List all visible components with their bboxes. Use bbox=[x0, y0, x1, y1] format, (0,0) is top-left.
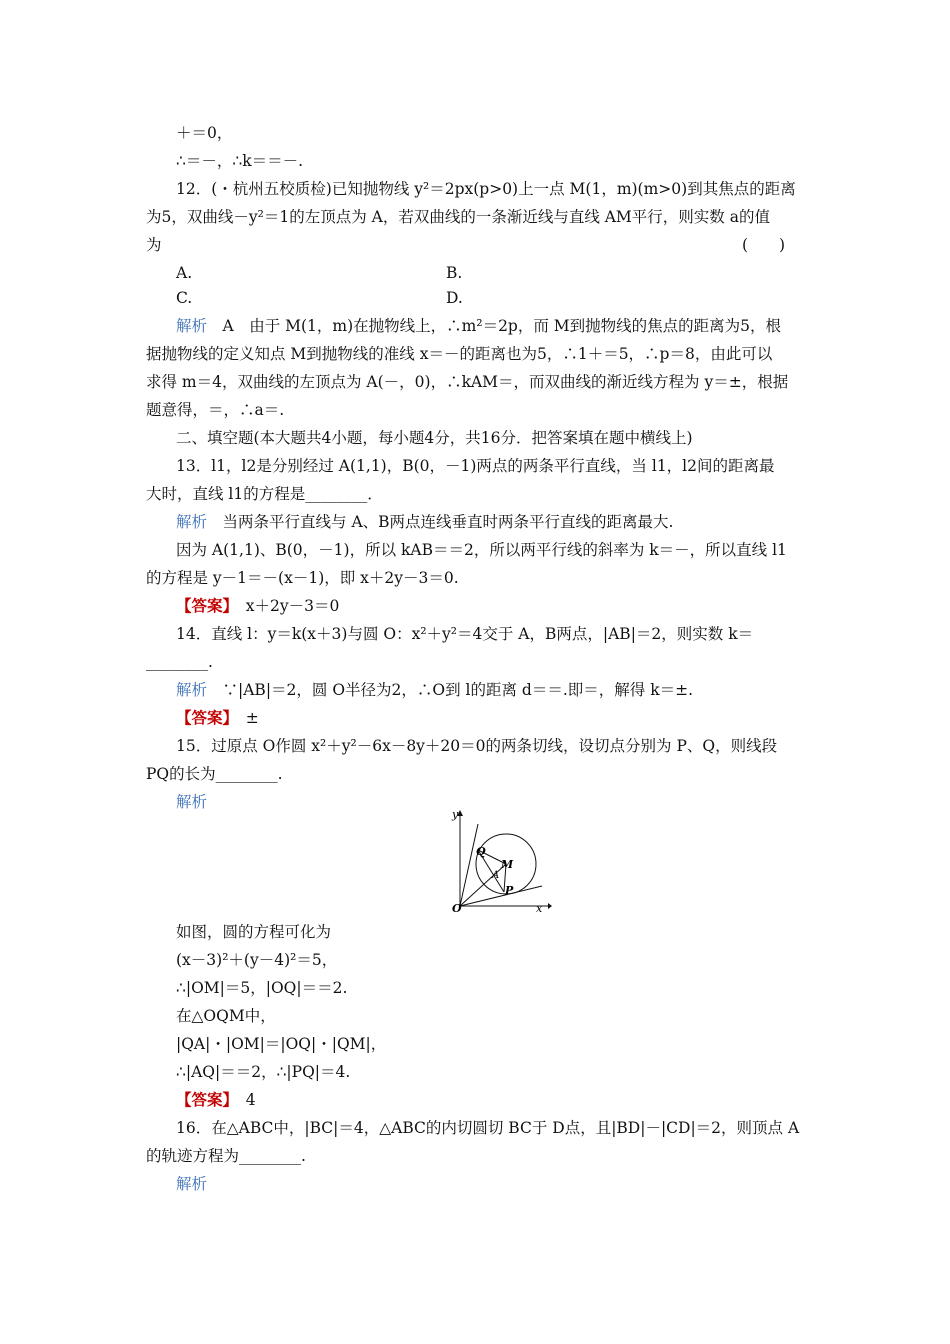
label-x: x bbox=[536, 902, 543, 912]
label-q: Q bbox=[476, 845, 486, 858]
answer-13 bbox=[176, 595, 339, 617]
analysis-12-line-4: 题意得，＝，∴a＝. bbox=[146, 401, 285, 419]
label-o: O bbox=[452, 902, 462, 912]
answer-value: 4 bbox=[230, 1091, 256, 1109]
solution-line: |QA|・|OM|＝|OQ|・|QM|， bbox=[176, 1035, 387, 1053]
label-y: y bbox=[452, 808, 459, 821]
analysis-label: 解析 bbox=[176, 1175, 208, 1193]
question-12-text: 为 bbox=[146, 236, 162, 254]
option-b: B. bbox=[446, 264, 463, 282]
analysis-16-label bbox=[176, 1173, 207, 1195]
analysis-15-label bbox=[176, 791, 207, 813]
answer-value: x＋2y－3＝0 bbox=[230, 597, 340, 615]
analysis-text: ∵|AB|＝2，圆 O半径为2，∴O到 l的距离 d＝＝.即＝，解得 k＝±. bbox=[207, 681, 694, 699]
analysis-text: A 由于 M(1，m)在抛物线上，∴m²＝2p，而 M到抛物线的焦点的距离为5，根 bbox=[207, 317, 782, 335]
question-15-line-2: PQ的长为________. bbox=[146, 765, 283, 783]
question-13-line-1: 13．l1，l2是分别经过 A(1,1)，B(0，－1)两点的两条平行直线，当 l1，l2间的距离最 bbox=[176, 457, 775, 475]
label-p: P bbox=[505, 884, 514, 897]
question-14-line-1: 14．直线 l：y＝k(x＋3)与圆 O：x²＋y²＝4交于 A，B两点，|AB|＝2，则实数 k＝ bbox=[176, 625, 754, 643]
question-16-line-1: 16．在△ABC中，|BC|＝4，△ABC的内切圆切 BC于 D点，且|BD|－|CD|＝2，则顶点 A bbox=[176, 1119, 800, 1137]
text-line: ∴＝－，∴k＝＝－. bbox=[176, 152, 304, 170]
solution-line: 在△OQM中， bbox=[176, 1007, 276, 1025]
question-12-line-1: 12．(・杭州五校质检)已知抛物线 y²＝2px(p>0)上一点 M(1，m)(m>0)到其焦点的距离 bbox=[176, 180, 796, 198]
circle-tangent-figure bbox=[440, 808, 552, 912]
options-row-2 bbox=[176, 287, 463, 309]
question-12-line-2: 为5，双曲线－y²＝1的左顶点为 A，若双曲线的一条渐近线与直线 AM平行，则实数 a的值 bbox=[146, 208, 770, 226]
analysis-label: 解析 bbox=[176, 681, 208, 699]
answer-label: 【答案】 bbox=[176, 1090, 231, 1109]
analysis-label: 解析 bbox=[176, 793, 208, 811]
analysis-12-line-1 bbox=[176, 315, 781, 337]
answer-paren: ( ) bbox=[742, 236, 786, 254]
analysis-13-line-2: 因为 A(1,1)、B(0，－1)，所以 kAB＝＝2，所以两平行线的斜率为 k＝－，所以直线 l1 bbox=[176, 541, 787, 559]
question-13-line-2: 大时，直线 l1的方程是________． bbox=[146, 485, 383, 503]
option-a: A. bbox=[176, 264, 193, 282]
answer-label: 【答案】 bbox=[176, 708, 231, 727]
section-heading: 二、填空题(本大题共4小题，每小题4分，共16分．把答案填在题中横线上) bbox=[176, 429, 693, 447]
x-axis-arrow bbox=[548, 903, 552, 909]
analysis-14-line-1 bbox=[176, 679, 693, 701]
answer-14 bbox=[176, 707, 259, 729]
solution-line: ∴|OM|＝5，|OQ|＝＝2. bbox=[176, 979, 348, 997]
analysis-12-line-2: 据抛物线的定义知点 M到抛物线的准线 x＝－的距离也为5，∴1＋＝5，∴p＝8，由此可以 bbox=[146, 345, 773, 363]
label-m: M bbox=[501, 858, 514, 871]
question-16-line-2: 的轨迹方程为________. bbox=[146, 1147, 306, 1165]
label-a: A bbox=[492, 870, 500, 881]
analysis-label: 解析 bbox=[176, 513, 208, 531]
options-row-1 bbox=[176, 262, 463, 284]
solution-line: ∴|AQ|＝＝2，∴|PQ|＝4. bbox=[176, 1063, 351, 1081]
solution-line: (x－3)²＋(y－4)²＝5， bbox=[176, 951, 338, 969]
question-14-line-2: ________. bbox=[146, 653, 213, 671]
answer-label: 【答案】 bbox=[176, 596, 231, 615]
option-d: D. bbox=[446, 289, 463, 307]
analysis-text: 当两条平行直线与 A、B两点连线垂直时两条平行直线的距离最大. bbox=[207, 513, 674, 531]
analysis-13-line-3: 的方程是 y－1＝－(x－1)，即 x＋2y－3＝0. bbox=[146, 569, 459, 587]
analysis-12-line-3: 求得 m＝4，双曲线的左顶点为 A(－，0)，∴kAM＝，而双曲线的渐近线方程为 y＝±，根据 bbox=[146, 373, 789, 391]
answer-value: ± bbox=[230, 709, 259, 727]
analysis-13-line-1 bbox=[176, 511, 673, 533]
analysis-label: 解析 bbox=[176, 317, 208, 335]
answer-15 bbox=[176, 1089, 256, 1111]
tangent-line-op bbox=[460, 886, 542, 906]
question-12-line-3 bbox=[146, 234, 786, 256]
option-c: C. bbox=[176, 289, 193, 307]
text-line: ＋＝0， bbox=[176, 124, 233, 142]
tangent-line-oq bbox=[460, 824, 478, 906]
question-15-line-1: 15．过原点 O作圆 x²＋y²－6x－8y＋20＝0的两条切线，设切点分别为 P、Q，则线段 bbox=[176, 737, 778, 755]
solution-line: 如图，圆的方程可化为 bbox=[176, 923, 332, 941]
